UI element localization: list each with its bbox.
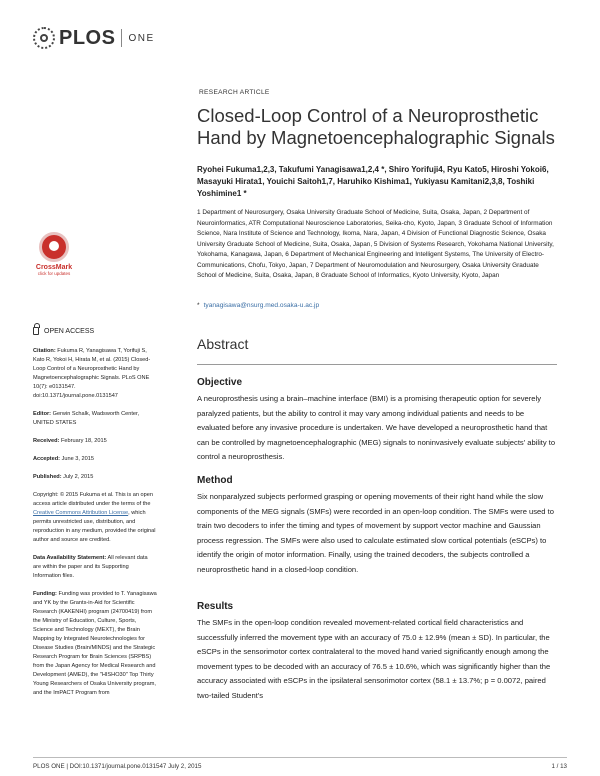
citation-block: [33, 347, 157, 401]
editor-block: [33, 410, 157, 428]
received-block: [33, 437, 157, 446]
received-label: Received:: [33, 438, 60, 444]
data-availability-label: Data Availability Statement:: [33, 555, 107, 561]
corresponding-marker: *: [197, 302, 200, 309]
affiliations: 1 Department of Neurosurgery, Osaka University Graduate School of Medicine, Suita, Osaka, Japan, 2 Department of Neuroinformatics, ATR Computational Neuroscience Laboratories, Seika-cho, Kyoto, Japan, 3 Graduate School of Information Science, Nara Institute of Science and Technology, Ikoma, Nara, Japan, 4 Division of Functional Diagnostic Science, Osaka University Graduate School of Medicine, Suita, Osaka, Japan, 5 Division of Systems Research, Yokohama National University, Yokohama, Kanagawa, Japan, 6 Department of Mechanical Engineering and Intelligent Systems, The University of Electro-Communications, Chofu, Tokyo, Japan, 7 Department of Neuromodulation and Neurosurgery, Osaka University Graduate School of Medicine, Suita, Osaka, Japan, 8 Graduate School of Informatics, Kyoto University, Kyoto, Japan: [197, 209, 554, 279]
accepted-block: [33, 455, 157, 464]
received-date: February 18, 2015: [61, 438, 107, 444]
published-date: July 2, 2015: [63, 474, 94, 480]
author-list: Ryohei Fukuma1,2,3, Takufumi Yanagisawa1,2,4 *, Shiro Yorifuji4, Ryu Kato5, Hiroshi Yokoi6, Masayuki Hirata1, Youichi Saitoh1,7, Haruhiko Kishima1, Yukiyasu Kamitani2,3,8, Toshiki Yoshimine1 *: [197, 165, 549, 198]
copyright-block: [33, 491, 157, 545]
email-address[interactable]: tyanagisawa@nsurg.med.osaka-u.ac.jp: [203, 302, 320, 309]
logo-divider: [121, 29, 122, 47]
article-type: RESEARCH ARTICLE: [199, 89, 270, 96]
data-availability-text: All relevant data are within the paper and its Supporting Information files.: [33, 555, 148, 579]
open-access-badge: [33, 327, 94, 335]
method-text: Six nonparalyzed subjects performed grasping or opening movements of their right hand while the slow components of the MEG signals (SMFs) were recorded in an open-loop condition. The SMFs were used to train two decoders to infer the timing and types of movement by support vector machine and Gaussian process regression. The SMFs were also used to calculate estimated slow cortical potentials (eSCPs) to identify the origin of motor information. Finally, using the trained decoders, the subjects controlled a neuroprosthetic hand in a closed-loop condition.: [197, 492, 554, 574]
page-number: 1 / 13: [551, 763, 567, 770]
results-heading: Results: [197, 601, 234, 612]
citation-label: Citation:: [33, 348, 56, 354]
footer-rule: [33, 757, 567, 758]
published-block: [33, 473, 157, 482]
open-access-label: OPEN ACCESS: [44, 327, 95, 335]
copyright-text: Copyright: © 2015 Fukuma et al. This is an open access article distributed under the terms of the: [33, 492, 153, 507]
open-lock-icon: [33, 327, 39, 335]
crossmark-label: CrossMark: [35, 264, 73, 271]
funding-text: Funding was provided to T. Yanagisawa and YK by the Grants-in-Aid for Scientific Research (KAKENHI) program (24700419) from the Ministry of Education, Culture, Sports, Science and Technology (MEXT), the Brain Mapping by Integrated Neurotechnologies for Disease Studies (Brain/MINDS) and the Strategic Research Program for Brain Sciences (SRPBS) from the Japan Agency for Medical Research and Development (AMED), the "HISHO30" Top Thirty Young Researchers of Osaka University program, and the ImPACT Program from: [33, 591, 157, 696]
abstract-rule: [197, 364, 557, 365]
objective-text: A neuroprosthesis using a brain–machine interface (BMI) is a promising therapeutic option for severely paralyzed patients, but the ability to control it may vary among individual patients and needs to be evaluated before any invasive procedure is undertaken. We have developed a neuroprosthetic hand that can be controlled by magnetoencephalographic (MEG) signals to noninvasively evaluate subjects' ability to control a neuroprosthesis.: [197, 394, 556, 461]
copyright-text-end: , which permits unrestricted use, distribution, and reproduction in any medium, provided the original author and source are credited.: [33, 510, 156, 543]
method-heading: Method: [197, 475, 233, 486]
corresponding-email[interactable]: [197, 302, 319, 309]
editor-text: Gerwin Schalk, Wadsworth Center, UNITED STATES: [33, 411, 140, 426]
abstract-heading: Abstract: [197, 336, 249, 352]
funding-block: [33, 590, 157, 698]
published-label: Published:: [33, 474, 62, 480]
license-link[interactable]: Creative Commons Attribution License: [33, 510, 129, 516]
citation-text: Fukuma R, Yanagisawa T, Yorifuji S, Kato R, Yokoi H, Hirata M, et al. (2015) Closed-Loop Control of a Neuroprosthetic Hand by Magnetoencephalographic Signals. PLoS ONE 10(7): e0131547. doi:10.1371/journal.pone.0131547: [33, 348, 151, 399]
plos-logo-icon: [33, 27, 55, 49]
crossmark-sub: click for updates: [37, 271, 71, 276]
plos-logo: [33, 26, 155, 50]
funding-label: Funding:: [33, 591, 57, 597]
objective-heading: Objective: [197, 377, 243, 388]
accepted-date: June 3, 2015: [61, 456, 94, 462]
results-text: The SMFs in the open-loop condition revealed movement-related cortical field characteristics and successfully inferred the movement type with an accuracy of 75.0 ± 12.9% (mean ± SD). In particular, the eSCPs in the sensorimotor cortex contralateral to the moved hand varied significantly enough among the movement types to be decoded with an accuracy of 76.5 ± 10.6%, which was significantly higher than the accuracy associated with eSCPs in the ipsilateral sensorimotor cortex (58.1 ± 13.7%; p = 0.0072, paired two-tailed Student's: [197, 618, 551, 700]
journal-name: ONE: [128, 32, 155, 44]
crossmark-badge[interactable]: [34, 232, 74, 276]
brand-name: PLOS: [59, 26, 116, 49]
footer-citation: PLOS ONE | DOI:10.1371/journal.pone.0131547 July 2, 2015: [33, 763, 202, 770]
article-title: Closed-Loop Control of a Neuroprosthetic Hand by Magnetoencephalographic Signals: [197, 105, 555, 148]
accepted-label: Accepted:: [33, 456, 61, 462]
editor-label: Editor:: [33, 411, 52, 417]
article-metadata: [33, 347, 157, 707]
crossmark-icon: [39, 232, 69, 262]
data-availability-block: [33, 554, 157, 581]
